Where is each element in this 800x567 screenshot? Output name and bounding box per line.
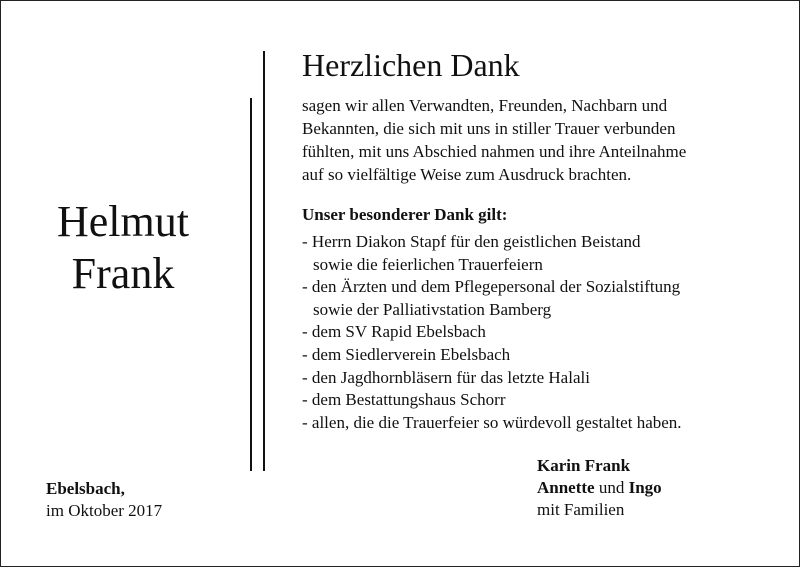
thanks-title: Herzlichen Dank — [302, 47, 520, 83]
signature-name: Annette — [537, 478, 595, 497]
intro-paragraph — [302, 94, 772, 186]
list-item: - allen, die die Trauerfeier so würdevoll gestaltet haben. — [302, 412, 682, 432]
list-item: - den Ärzten und dem Pflegepersonal der Sozialstiftung — [302, 277, 681, 297]
intro-line: Bekannten, die sich mit uns in stiller Trauer verbunden — [302, 119, 676, 138]
signature-block — [537, 455, 662, 521]
list-item: - dem SV Rapid Ebelsbach — [302, 322, 486, 342]
list-item: - dem Bestattungshaus Schorr — [302, 390, 506, 410]
signature-names-line — [537, 477, 662, 499]
intro-line: sagen wir allen Verwandten, Freunden, Nachbarn und — [302, 96, 668, 115]
divider-line-short — [250, 98, 252, 471]
signature-conjunction: und — [594, 478, 629, 497]
deceased-last-name: Frank — [71, 249, 175, 298]
intro-line: auf so vielfältige Weise zum Ausdruck brachten. — [302, 165, 632, 184]
deceased-first-name: Helmut — [57, 197, 189, 246]
place-name: Ebelsbach, — [46, 479, 125, 498]
signature-families: mit Familien — [537, 500, 625, 519]
list-item-continuation: sowie der Palliativstation Bamberg — [313, 299, 552, 319]
list-item: - dem Siedlerverein Ebelsbach — [302, 344, 511, 364]
place-date — [46, 478, 162, 522]
list-item-continuation: sowie die feierlichen Trauerfeiern — [313, 254, 543, 274]
list-item: - Herrn Diakon Stapf für den geistlichen Beistand — [302, 232, 641, 251]
signature-name: Ingo — [628, 478, 662, 497]
special-thanks-heading: Unser besonderer Dank gilt: — [302, 205, 508, 224]
list-item: - den Jagdhornbläsern für das letzte Halali — [302, 367, 590, 387]
date-text: im Oktober 2017 — [46, 501, 163, 520]
thanks-list — [302, 231, 682, 434]
signature-name: Karin Frank — [537, 456, 631, 475]
intro-line: fühlten, mit uns Abschied nahmen und ihre Anteilnahme — [302, 142, 687, 161]
divider-line-long — [263, 51, 265, 471]
